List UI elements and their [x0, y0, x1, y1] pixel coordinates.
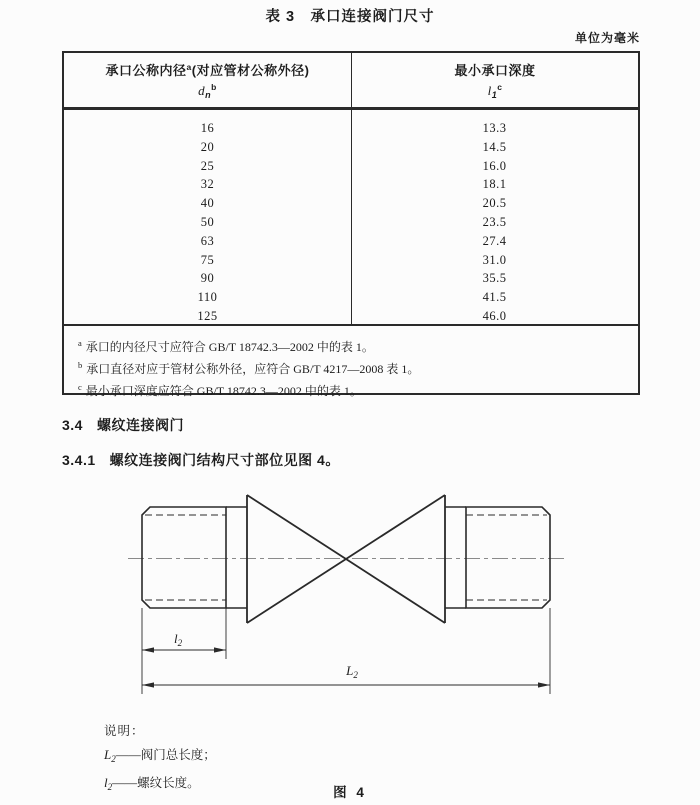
legend-title: 说明： — [104, 724, 145, 738]
column-header-socket-depth — [351, 53, 638, 107]
dim-label-l2: $l_2$ — [173, 631, 183, 648]
footnote-text: 最小承口深度应符合 GB/T 18742.3—2002 中的表 1。 — [85, 384, 362, 398]
column-header-text: 最小承口深度 — [454, 63, 536, 78]
table-title: 表 3 承口连接阀门尺寸 — [265, 9, 435, 25]
footnote-text: 承口的内径尺寸应符合 GB/T 18742.3—2002 中的表 1。 — [85, 340, 374, 354]
units-note: 单位为毫米 — [574, 31, 640, 45]
legend-symbol: L — [104, 747, 112, 762]
cell-dn: 75 — [200, 252, 215, 267]
section-heading-3-4 — [62, 415, 184, 435]
cell-l1: 46.0 — [482, 308, 507, 323]
cell-dn: 25 — [200, 158, 215, 173]
arrowhead-L2-left — [142, 682, 154, 687]
cell-l1: 16.0 — [482, 158, 507, 173]
footnote-ref-a: a — [186, 62, 192, 72]
column-header-socket-diameter — [64, 53, 351, 107]
table-footnote — [78, 334, 624, 356]
footnote-marker: c — [78, 382, 82, 392]
section-number: 3.4.1 — [62, 452, 96, 468]
table-footnotes — [64, 326, 638, 400]
cell-l1: 31.0 — [482, 252, 507, 267]
dim-label-L2: $L_2$ — [346, 663, 358, 680]
cell-l1: 13.3 — [482, 121, 507, 135]
figure-caption: 图 4 — [333, 785, 367, 800]
section-heading-3-4-1 — [62, 450, 340, 470]
cell-l1: 23.5 — [482, 214, 507, 229]
arrowhead-l2-left — [142, 647, 154, 652]
legend-symbol: l — [104, 775, 108, 790]
cell-dn: 90 — [200, 271, 215, 286]
footnote-text: 承口直径对应于管材公称外径，应符合 GB/T 4217—2008 表 1。 — [86, 362, 420, 376]
section-text: 螺纹连接阀门结构尺寸部位见图 4。 — [109, 452, 340, 468]
cell-dn: 20 — [200, 139, 215, 154]
legend-item: $L_2——$阀门总长度； — [104, 747, 216, 764]
cell-dn: 16 — [200, 121, 215, 135]
column-header-text: 承口公称内径$^a$(对应管材公称外径) — [105, 62, 310, 78]
legend-desc: ——螺纹长度。 — [112, 776, 200, 790]
cell-dn: 50 — [200, 214, 215, 229]
footnote-ref-c: c — [497, 82, 503, 92]
footnote-ref-b: b — [211, 82, 217, 92]
arrowhead-L2-right — [538, 682, 550, 687]
cell-dn: 110 — [197, 290, 218, 305]
table-footnote — [78, 356, 624, 378]
cell-l1: 35.5 — [482, 271, 507, 286]
cell-l1: 27.4 — [482, 233, 507, 248]
column-symbol-l1: $l_1^c$ — [487, 82, 503, 100]
cell-dn: 63 — [200, 233, 215, 248]
column-divider — [351, 110, 352, 324]
footnote-marker: a — [78, 338, 82, 348]
cell-dn: 125 — [197, 308, 218, 323]
cell-l1: 41.5 — [482, 290, 507, 305]
legend-item: $l_2——$螺纹长度。 — [104, 775, 200, 792]
cell-dn: 40 — [200, 196, 215, 211]
table-footnote — [78, 378, 624, 400]
cell-dn: 32 — [200, 177, 215, 192]
section-title: 螺纹连接阀门 — [96, 417, 184, 433]
arrowhead-l2-right — [214, 647, 226, 652]
right-thread-block — [466, 507, 550, 608]
cell-l1: 20.5 — [482, 196, 507, 211]
cell-l1: 18.1 — [482, 177, 507, 192]
left-thread-block — [142, 507, 226, 608]
table-body — [64, 110, 638, 326]
section-number: 3.4 — [62, 417, 83, 433]
cell-l1: 14.5 — [482, 139, 507, 154]
column-symbol-dn: $d_n^b$ — [198, 82, 217, 100]
table-header-row — [64, 53, 638, 110]
legend-desc: ——阀门总长度； — [115, 748, 216, 762]
dimension-table — [62, 51, 640, 398]
footnote-marker: b — [78, 360, 83, 370]
